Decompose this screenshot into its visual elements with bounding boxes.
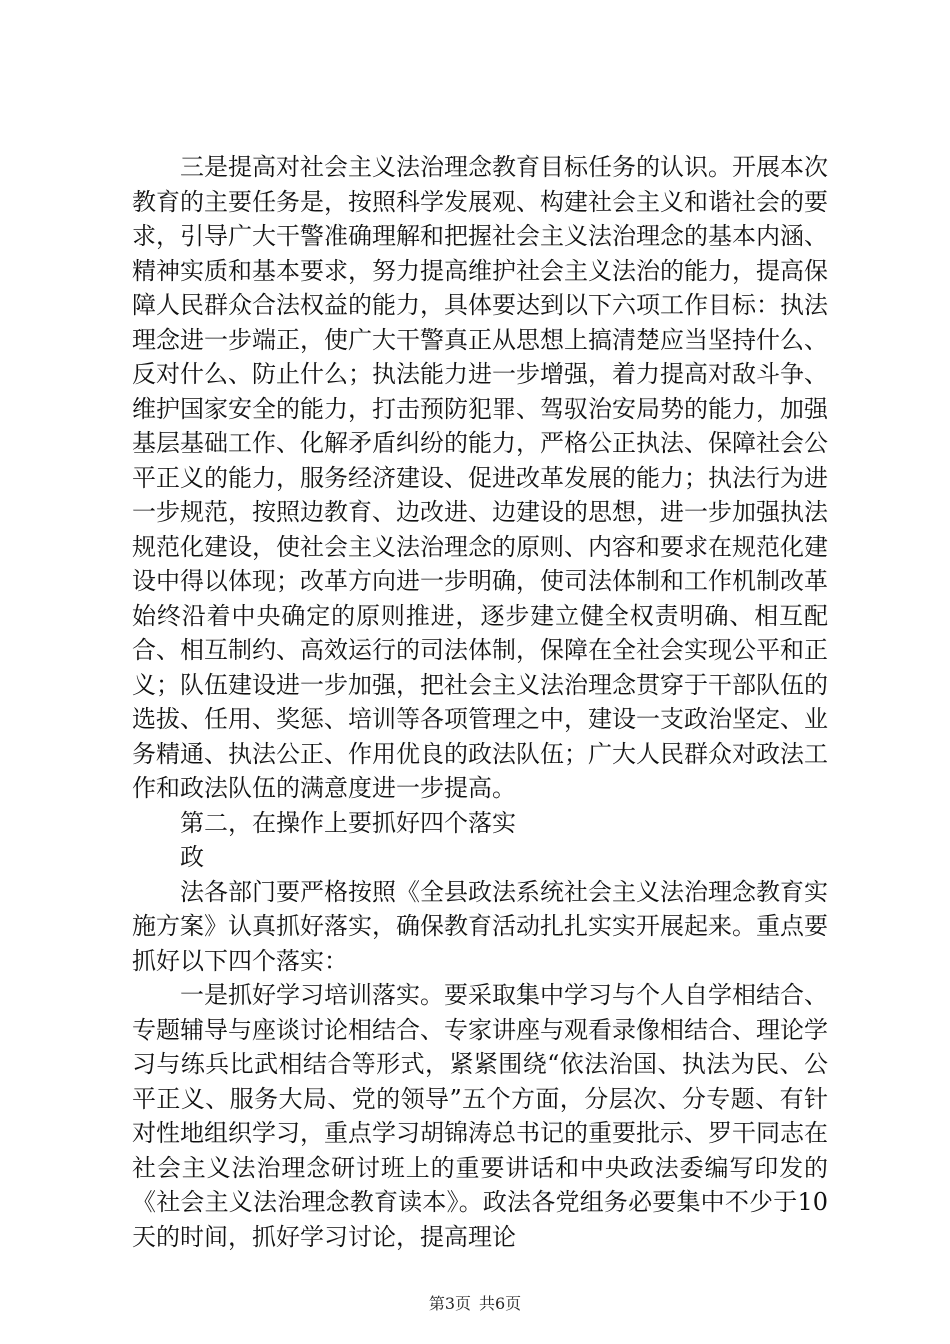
paragraph-fragment: 政 xyxy=(180,843,204,871)
document-body xyxy=(132,150,828,1254)
section-heading: 第二，在操作上要抓好四个落实 xyxy=(180,808,516,837)
paragraph-study-training: 一是抓好学习培训落实。要采取集中学习与个人自学相结合、专题辅导与座谈讨论相结合、专家讲座与观看录像相结合、理论学习与练兵比武相结合等形式，紧紧围绕“依法治国、执法为民、公平正义、服务大局、党的领导”五个方面，分层次、分专题、有针对性地组织学习，重点学习胡锦涛总书记的重要批示、罗干同志在社会主义法治理念研讨班上的重要讲话和中央政法委编写印发的《社会主义法治理念教育读本》。政法各党组务必要集中不少于10天的时间，抓好学习讨论，提高理论 xyxy=(132,981,828,1251)
page-number: 第3页 xyxy=(428,1294,471,1313)
paragraph-goals: 三是提高对社会主义法治理念教育目标任务的认识。开展本次教育的主要任务是，按照科学发展观、构建社会主义和谐社会的要求，引导广大干警准确理解和把握社会主义法治理念的基本内涵、精神实质和基本要求，努力提高维护社会主义法治的能力，提高保障人民群众合法权益的能力，具体要达到以下六项工作目标：执法理念进一步端正，使广大干警真正从思想上搞清楚应当坚持什么、反对什么、防止什么；执法能力进一步增强，着力提高对敌斗争、维护国家安全的能力，打击预防犯罪、驾驭治安局势的能力，加强基层基础工作、化解矛盾纠纷的能力，严格公正执法、保障社会公平正义的能力，服务经济建设、促进改革发展的能力；执法行为进一步规范，按照边教育、边改进、边建设的思想，进一步加强执法规范化建设，使社会主义法治理念的原则、内容和要求在规范化建设中得以体现；改革方向进一步明确，使司法体制和工作机制改革始终沿着中央确定的原则推进，逐步建立健全权责明确、相互配合、相互制约、高效运行的司法体制，保障在全社会实现公平和正义；队伍建设进一步加强，把社会主义法治理念贯穿于干部队伍的选拔、任用、奖惩、培训等各项管理之中，建设一支政治坚定、业务精通、执法公正、作用优良的政法队伍；广大人民群众对政法工作和政法队伍的满意度进一步提高。 xyxy=(132,153,828,802)
page-total: 共6页 xyxy=(479,1294,522,1313)
paragraph-departments: 法各部门要严格按照《全县政法系统社会主义法治理念教育实施方案》认真抓好落实，确保教育活动扎扎实实开展起来。重点要抓好以下四个落实： xyxy=(132,877,828,975)
page-footer xyxy=(0,1294,950,1314)
